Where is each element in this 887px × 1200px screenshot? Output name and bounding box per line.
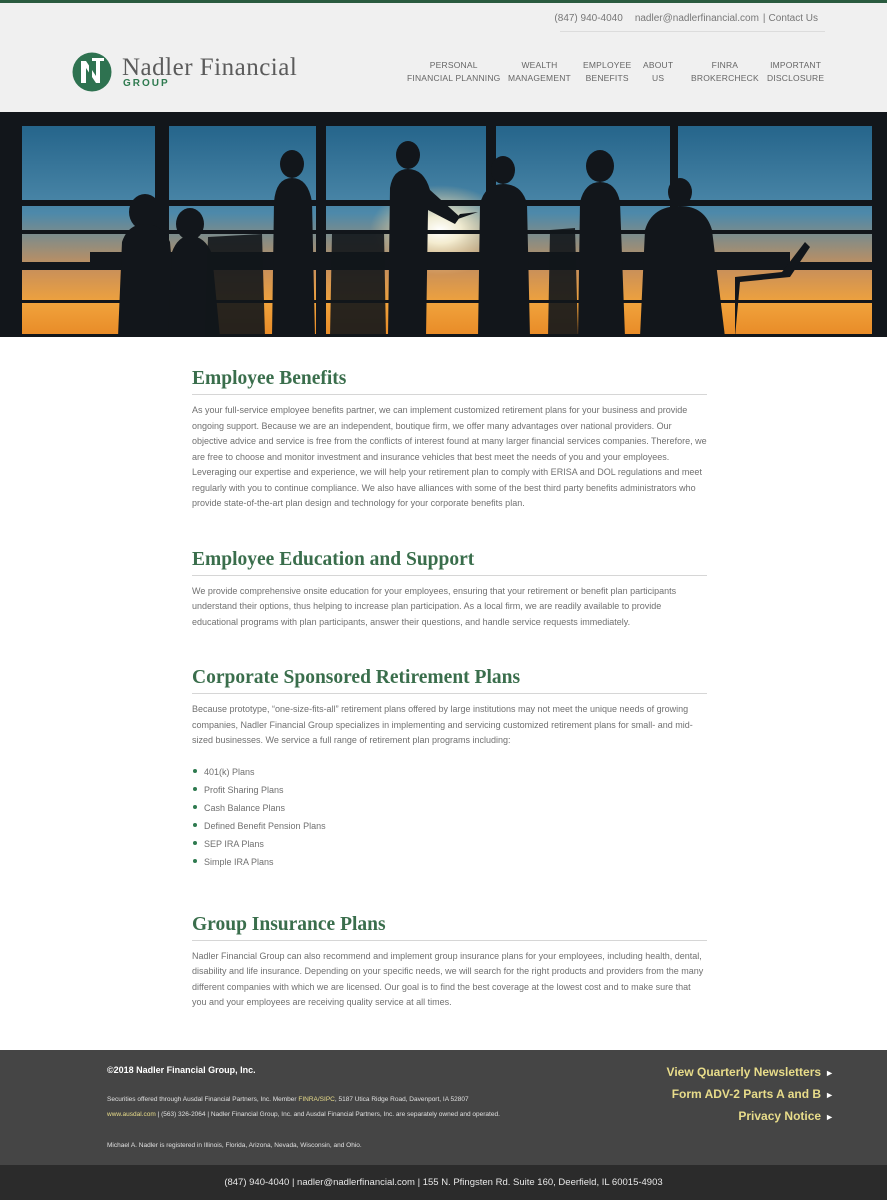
form-adv2-link[interactable] [667, 1084, 834, 1106]
main-content [192, 368, 707, 1011]
nav-label-line: MANAGEMENT [508, 73, 571, 83]
nav-label-line: BENEFITS [585, 73, 629, 83]
link-label: Privacy Notice [738, 1109, 822, 1123]
nav-about-us[interactable] [643, 59, 673, 85]
hero-silhouette-illustration [0, 112, 887, 337]
utility-links [548, 13, 818, 24]
footer-links [667, 1062, 834, 1128]
quarterly-newsletters-link[interactable] [667, 1062, 834, 1084]
main-navigation [0, 59, 887, 89]
header-email-link[interactable]: nadler@nadlerfinancial.com [634, 13, 759, 24]
section-body: As your full-service employee benefits partner, we can implement customized retirement plans for your business and provide ongoing support. Because we are an independent, boutique firm, we offer many advantages over national providers. Our objective advice and service is free from the conflicts of interest found at many larger financial services companies. Therefore, we are free to choose and monitor investment and insurance vehicles that best meet the needs of you and your employees. Leveraging our expertise and experience, we will help your retirement plan to comply with ERISA and DOL regulations and meet regularly with you to continue compliance. We also have alliances with some of the best third party benefits administrators who provide state-of-the-art plan design and technology for your corporate benefits plan. [192, 405, 707, 508]
list-item: Profit Sharing Plans [192, 781, 707, 799]
site-header [0, 3, 887, 112]
list-item: Defined Benefit Pension Plans [192, 817, 707, 835]
section-retirement-plans [192, 667, 707, 871]
list-item: Cash Balance Plans [192, 799, 707, 817]
disclosure-text: Securities offered through Ausdal Financial Partners, Inc. Member [107, 1096, 299, 1103]
utility-separator: | [762, 13, 766, 24]
section-employee-education [192, 549, 707, 631]
nav-wealth-management[interactable] [508, 59, 571, 85]
nav-finra-brokercheck[interactable] [691, 59, 759, 85]
utility-divider [560, 31, 825, 32]
header-phone-link[interactable]: (847) 940-4040 [554, 13, 623, 24]
section-title: Corporate Sponsored Retirement Plans [192, 667, 707, 694]
contact-us-link[interactable]: Contact Us [768, 13, 818, 24]
section-body: Because prototype, “one-size-fits-all” retirement plans offered by large institutions may not meet the unique needs of growing companies, Nadler Financial Group specializes in implementing and servicing customized retirement plans for small- and mid-sized businesses. We service a full range of retirement plan programs including: [192, 704, 693, 745]
arrow-right-icon: ► [825, 1068, 834, 1078]
nav-label-line: ABOUT [643, 60, 674, 70]
nav-personal-financial-planning[interactable] [407, 59, 501, 85]
link-label: View Quarterly Newsletters [666, 1065, 822, 1079]
list-item: Simple IRA Plans [192, 853, 707, 871]
nav-label-line: DISCLOSURE [767, 73, 825, 83]
section-title: Employee Benefits [192, 368, 707, 395]
list-item: 401(k) Plans [192, 763, 707, 781]
disclosure-text: , 5187 Utica Ridge Road, Davenport, IA 52807 [334, 1096, 469, 1103]
bottom-address: 155 N. Pfingsten Rd. Suite 160, Deerfield, IL 60015-4903 [422, 1177, 663, 1188]
nav-label-line: US [652, 73, 665, 83]
list-item: SEP IRA Plans [192, 835, 707, 853]
nav-label-line: IMPORTANT [770, 60, 822, 70]
section-title: Group Insurance Plans [192, 914, 707, 941]
footer-ausdal-line [107, 1111, 500, 1118]
separator: | [417, 1177, 423, 1188]
section-employee-benefits [192, 368, 707, 512]
nav-label-line: FINANCIAL PLANNING [407, 73, 501, 83]
footer-registration: Michael A. Nadler is registered in Illinois, Florida, Arizona, Nevada, Wisconsin, and Ohio. [107, 1142, 362, 1149]
arrow-right-icon: ► [825, 1090, 834, 1100]
hero-image-business-meeting [0, 112, 887, 337]
site-footer [0, 1050, 887, 1165]
nav-label-line: WEALTH [521, 60, 558, 70]
ausdal-website-link[interactable]: www.ausdal.com [107, 1111, 156, 1118]
disclosure-text: | (563) 326-2064 | Nadler Financial Group, Inc. and Ausdal Financial Partners, Inc. are separately owned and operated. [155, 1111, 500, 1118]
arrow-right-icon: ► [825, 1112, 834, 1122]
bottom-email-link[interactable]: nadler@nadlerfinancial.com [297, 1177, 415, 1188]
separator: | [291, 1177, 298, 1188]
footer-securities-disclosure [107, 1096, 469, 1103]
nav-label-line: PERSONAL [429, 60, 478, 70]
bottom-contact-info [0, 1177, 887, 1188]
nav-label-line: EMPLOYEE [583, 60, 632, 70]
section-body: We provide comprehensive onsite education for your employees, ensuring that your retirement or benefit plan participants understand their options, thus helping to increase plan participation. As a local firm, we are readily available to provide educational programs with plan participants, answer their questions, and handle service requests immediately. [192, 585, 677, 627]
section-body: Nadler Financial Group can also recommend and implement group insurance plans for your employees, including health, dental, disability and life insurance. Depending on your specific needs, we will search for the right products and providers from the many different companies with which we are licensed. Our goal is to find the best coverage at the lowest cost and to make sure that you and your employees are receiving quality service at all times. [192, 950, 704, 1007]
section-title: Employee Education and Support [192, 549, 707, 576]
logo-wordmark: Nadler Financial [122, 54, 298, 81]
logo-group-text: GROUP [123, 78, 170, 89]
privacy-notice-link[interactable] [667, 1106, 834, 1128]
footer-copyright: ©2018 Nadler Financial Group, Inc. [107, 1065, 256, 1075]
nav-important-disclosure[interactable] [767, 59, 824, 85]
link-label: Form ADV-2 Parts A and B [671, 1087, 822, 1101]
section-group-insurance [192, 914, 707, 1011]
nav-employee-benefits[interactable] [583, 59, 631, 85]
bottom-phone-link[interactable]: (847) 940-4040 [224, 1177, 290, 1188]
finra-sipc-link[interactable]: FINRA/SIPC [298, 1096, 335, 1103]
nav-label-line: BROKERCHECK [691, 73, 759, 83]
nav-label-line: FINRA [711, 60, 739, 70]
retirement-plan-list [192, 763, 707, 871]
bottom-contact-bar [0, 1165, 887, 1200]
